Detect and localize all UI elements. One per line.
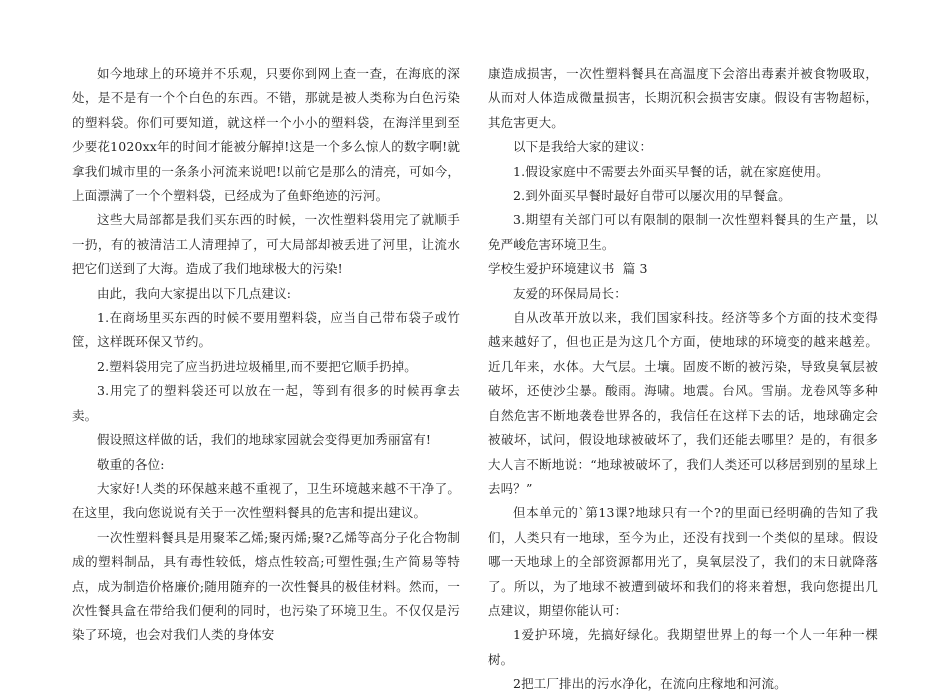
list-item: 2把工厂排出的污水净化，在流向庄稼地和河流。 <box>513 676 787 692</box>
paragraph: 但本单元的`第13课?地球只有一个?的里面已经明确的告知了我们，人类只有一地球，至今为止，还没有找到一个类似的星球。假设哪一天地球上的全部资源都用光了，臭氧层没了，我们的末日就降落了。所以，为了地球不被遭到破坏和我们的将来着想，我向您提出几点建议，期望你能认可： <box>488 505 878 618</box>
salutation: 友爱的环保局局长： <box>513 285 627 301</box>
right-column <box>488 62 878 697</box>
paragraph: 这些大局部都是我们买东西的时候，一次性塑料袋用完了就顺手一扔，有的被清洁工人清理掉了，可大局部却被丢进了河里，让流水把它们送到了大海。造成了我们地球极大的污染! <box>72 212 460 277</box>
list-item: 1.在商场里买东西的时候不要用塑料袋，应当自己带布袋子或竹筐，这样既环保又节约。 <box>72 310 460 350</box>
salutation: 敬重的各位: <box>97 456 165 472</box>
paragraph: 自从改革开放以来，我们国家科技。经济等多个方面的技术变得越来越好了，但也正是为这几个方面，使地球的环境变的越来越差。近几年来，水体。大气层。土壤。固废不断的被污染，导致臭氧层被破坏，还使沙尘暴。酸雨。海啸。地震。台风。雪崩。龙卷风等多种自然危害不断地袭卷世界各的，我信任在这样下去的话，地球确定会被破坏，试问，假设地球被破坏了，我们还能去哪里？是的，有很多大人言不断地说：“地球被破坏了，我们人类还可以移居到别的星球上去吗？” <box>488 310 878 496</box>
section-heading: 学校生爱护环境建议书 篇 3 <box>488 261 648 277</box>
paragraph: 由此，我向大家提出以下几点建议: <box>97 285 292 301</box>
list-item: 2.到外面买早餐时最好自带可以屡次用的早餐盒。 <box>513 188 791 204</box>
list-item: 1爱护环境，先搞好绿化。我期望世界上的每一个人一年种一棵树。 <box>488 627 878 667</box>
list-item: 2.塑料袋用完了应当扔进垃圾桶里,而不要把它顺手扔掉。 <box>97 358 417 374</box>
list-item: 1.假设家庭中不需要去外面买早餐的话，就在家庭使用。 <box>513 163 829 179</box>
list-item: 3.期望有关部门可以有限制的限制一次性塑料餐具的生产量，以免严峻危害环境卫生。 <box>488 212 878 252</box>
paragraph: 一次性塑料餐具是用聚苯乙烯;聚丙烯;聚?乙烯等高分子化合物制成的塑料制品，具有毒性较低，熔点性较高;可塑性强;生产简易等特点，成为制造价格廉价;随用随弃的一次性餐具的极佳材料。然而，一次性餐具盒在带给我们便利的同时，也污染了环境卫生。不仅仅是污染了环境，也会对我们人类的身体安 <box>72 529 460 643</box>
paragraph: 大家好!人类的环保越来越不重视了，卫生环境越来越不干净了。在这里，我向您说说有关于一次性塑料餐具的危害和提出建议。 <box>72 480 460 521</box>
paragraph: 假设照这样做的话，我们的地球家园就会变得更加秀丽富有! <box>97 432 432 448</box>
left-column <box>72 62 460 648</box>
paragraph: 以下是我给大家的建议： <box>513 139 653 155</box>
paragraph: 如今地球上的环境并不乐观，只要你到网上查一查，在海底的深处，是不是有一个个白色的东西。不错，那就是被人类称为白色污染的塑料袋。你们可要知道，就这样一个小小的塑料袋，在海洋里到至少要花1020xx年的时间才能被分解掉!这是一个多么惊人的数字啊!就拿我们城市里的一条条小河流来说吧!以前它是那么的清亮，可如今，上面漂满了一个个塑料袋，已经成为了鱼虾绝迹的污河。 <box>72 66 460 204</box>
list-item: 3.用完了的塑料袋还可以放在一起，等到有很多的时候再拿去卖。 <box>72 383 460 423</box>
paragraph: 康造成损害，一次性塑料餐具在高温度下会溶出毒素并被食物吸取，从而对人体造成微量损害，长期沉积会损害安康。假设有害物超标，其危害更大。 <box>488 66 878 130</box>
